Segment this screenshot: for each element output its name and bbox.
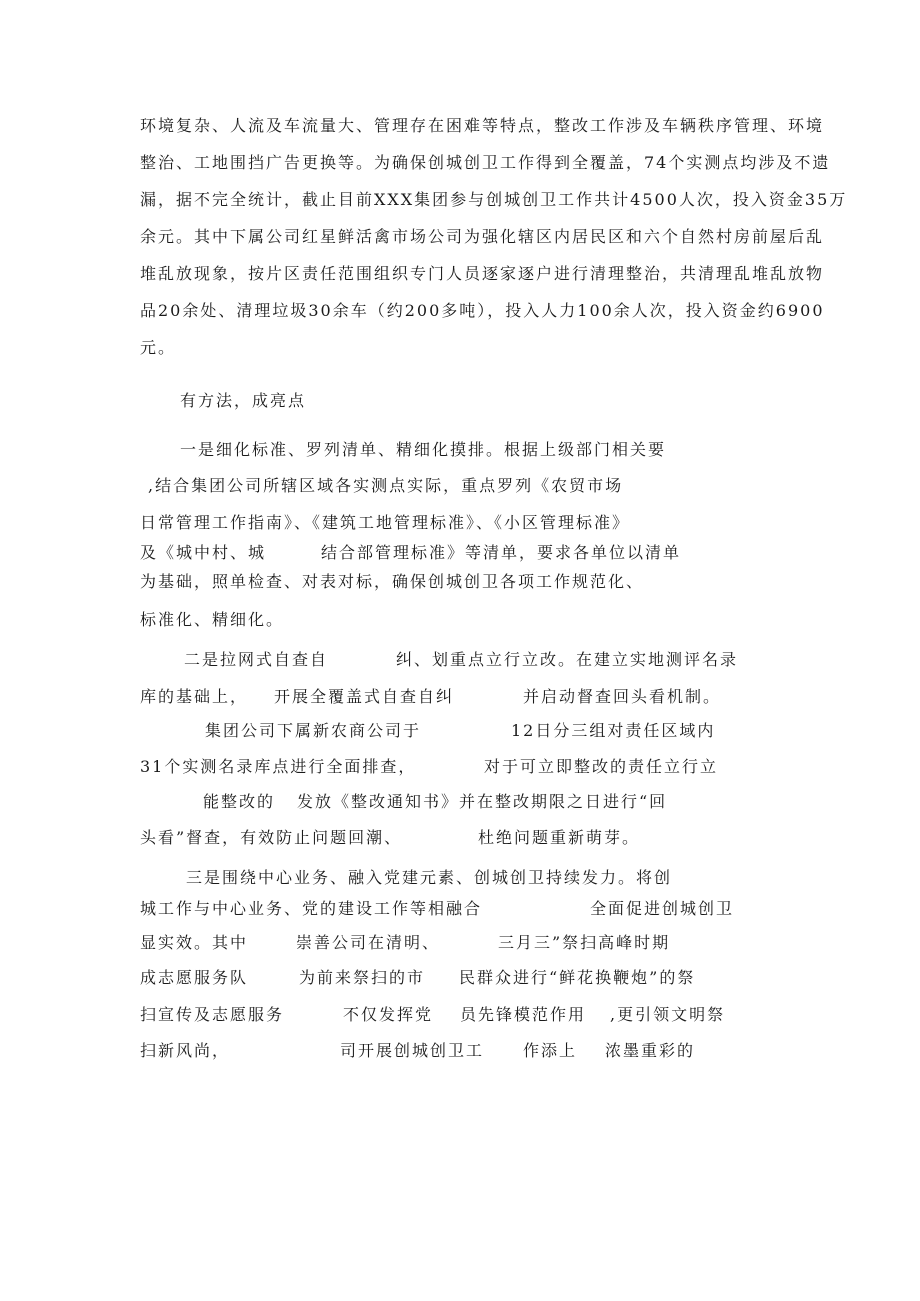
text-fragment: 及《城中村、城 [140, 543, 267, 562]
text-fragment: 扫新风尚， [140, 1041, 231, 1060]
text-fragment: 显实效。其中 [140, 933, 249, 952]
text-fragment: 成志愿服务队 [140, 968, 249, 987]
section-heading: 有方法，成亮点 [180, 391, 307, 410]
text-fragment: 纠、划重点立行立改。在建立实地测评名录 [396, 650, 739, 669]
text-fragment: 对于可立即整改的责任立行立 [484, 757, 719, 776]
text-fragment: 崇善公司在清明、 [296, 933, 441, 952]
section1-line-3: 日常管理工作指南》、《建筑工地管理标准》、《小区管理标准》 [140, 513, 631, 532]
text-fragment: 三月三”祭扫高峰时期 [498, 933, 671, 952]
text-fragment: 城工作与中心业务、党的建设工作等相融合 [140, 899, 483, 918]
paragraph-line: 品20余处、清理垃圾30余车（约200多吨），投入人力100余人次，投入资金约6900 [140, 301, 825, 320]
section1-line-5: 为基础，照单检查、对表对标，确保创城创卫各项工作规范化、 [140, 572, 645, 591]
text-fragment: 12日分三组对责任区域内 [511, 721, 716, 740]
text-fragment: 作添上 [523, 1041, 578, 1060]
text-fragment: 开展全覆盖式自查自纠 [274, 687, 455, 706]
paragraph-line: 漏，据不完全统计，截止目前XXX集团参与创城创卫工作共计4500人次，投入资金35万 [140, 190, 848, 209]
text-fragment: 扫宣传及志愿服务 [140, 1005, 285, 1024]
section1-line-6: 标准化、精细化。 [140, 610, 285, 629]
paragraph-line: 元。 [140, 338, 177, 357]
text-fragment: 发放《整改通知书》并在整改期限之日进行“回 [297, 792, 668, 811]
text-fragment: ,更引领文明祭 [610, 1005, 726, 1024]
text-fragment: 结合部管理标准》等清单，要求各单位以清单 [321, 543, 682, 562]
paragraph-line: 环境复杂、人流及车流量大、管理存在困难等特点，整改工作涉及车辆秩序管理、环境 [140, 116, 825, 135]
text-fragment: 库的基础上， [140, 687, 249, 706]
section1-line-2: ,结合集团公司所辖区域各实测点实际，重点罗列《农贸市场 [148, 476, 624, 495]
text-fragment: 员先锋模范作用 [460, 1005, 587, 1024]
text-fragment: 31个实测名录库点进行全面排查， [140, 757, 417, 776]
text-fragment: 集团公司下属新农商公司于 [205, 721, 422, 740]
text-fragment: 杜绝问题重新萌芽。 [478, 828, 641, 847]
paragraph-line: 堆乱放现象，按片区责任范围组织专门人员逐家逐户进行清理整治，共清理乱堆乱放物 [140, 264, 825, 283]
paragraph-line: 余元。其中下属公司红星鲜活禽市场公司为强化辖区内居民区和六个自然村房前屋后乱 [140, 227, 825, 246]
text-fragment: 头看”督查，有效防止问题回潮、 [140, 828, 403, 847]
text-fragment: 并启动督查回头看机制。 [523, 687, 722, 706]
text-fragment: 民群众进行“鲜花换鞭炮”的祭 [459, 968, 696, 987]
text-fragment: 全面促进创城创卫 [590, 899, 735, 918]
paragraph-line: 整治、工地围挡广告更换等。为确保创城创卫工作得到全覆盖，74个实测点均涉及不遗 [140, 153, 831, 172]
text-fragment: 浓墨重彩的 [605, 1041, 696, 1060]
text-fragment: 能整改的 [203, 792, 276, 811]
text-fragment: 为前来祭扫的市 [299, 968, 426, 987]
text-fragment: 二是拉网式自查自 [184, 650, 329, 669]
text-fragment: 不仅发挥党 [343, 1005, 434, 1024]
section3-line-1: 三是围绕中心业务、融入党建元素、创城创卫持续发力。将创 [186, 868, 673, 887]
text-fragment: 司开展创城创卫工 [340, 1041, 485, 1060]
section1-line-1: 一是细化标准、罗列清单、精细化摸排。根据上级部门相关要 [180, 440, 667, 459]
